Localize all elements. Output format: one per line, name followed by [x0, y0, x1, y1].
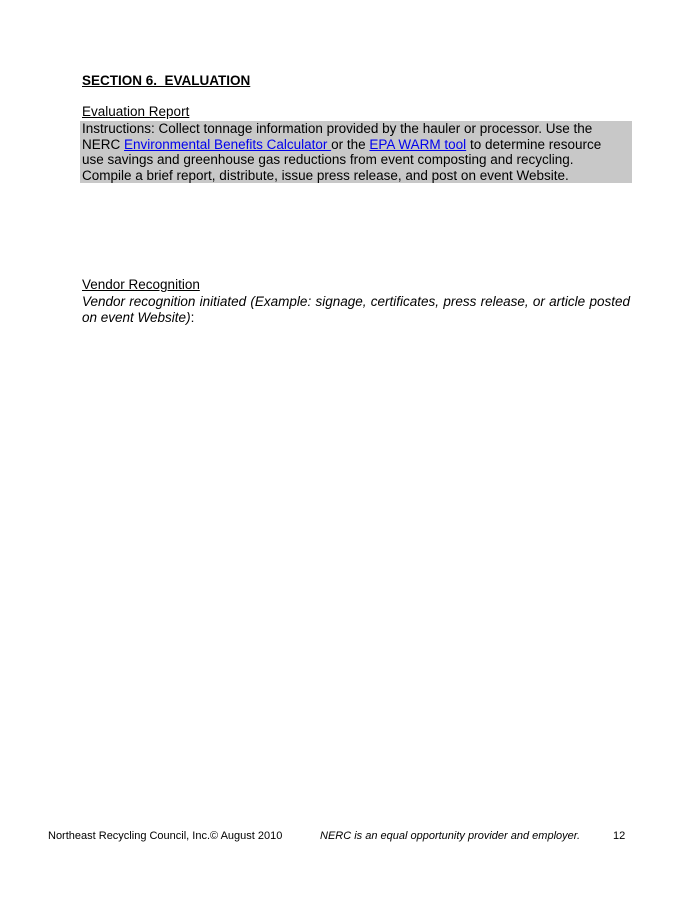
evaluation-report-heading: Evaluation Report [82, 104, 190, 119]
evaluation-instructions [80, 121, 632, 183]
vendor-recognition-heading: Vendor Recognition [82, 277, 200, 292]
instructions-line-1: Instructions: Collect tonnage information provided by the hauler or processor. Use the [82, 121, 593, 136]
instructions-line-2-suffix: to determine resource [466, 136, 602, 152]
instructions-line-4: Compile a brief report, distribute, issue press release, and post on event Website. [82, 167, 569, 183]
instructions-line-2 [82, 137, 632, 153]
page-number: 12 [613, 830, 626, 842]
instructions-line-2-middle: or the [331, 136, 370, 152]
instructions-line-2-prefix: NERC [82, 136, 125, 152]
environmental-benefits-calculator-link[interactable]: Environmental Benefits Calculator [124, 136, 332, 152]
vendor-recognition-text [82, 294, 630, 326]
footer-copyright: Northeast Recycling Council, Inc.© August 2010 [48, 830, 283, 842]
instructions-line-3: use savings and greenhouse gas reductions from event composting and recycling. [82, 152, 574, 167]
section-title: SECTION 6. EVALUATION [82, 73, 251, 88]
epa-warm-tool-link[interactable]: EPA WARM tool [369, 136, 467, 152]
footer-equal-opportunity: NERC is an equal opportunity provider and employer. [320, 830, 581, 842]
vendor-recognition-colon: : [190, 310, 195, 325]
vendor-recognition-body: Vendor recognition initiated (Example: signage, certificates, press release, or article posted on event Website) [82, 294, 630, 325]
